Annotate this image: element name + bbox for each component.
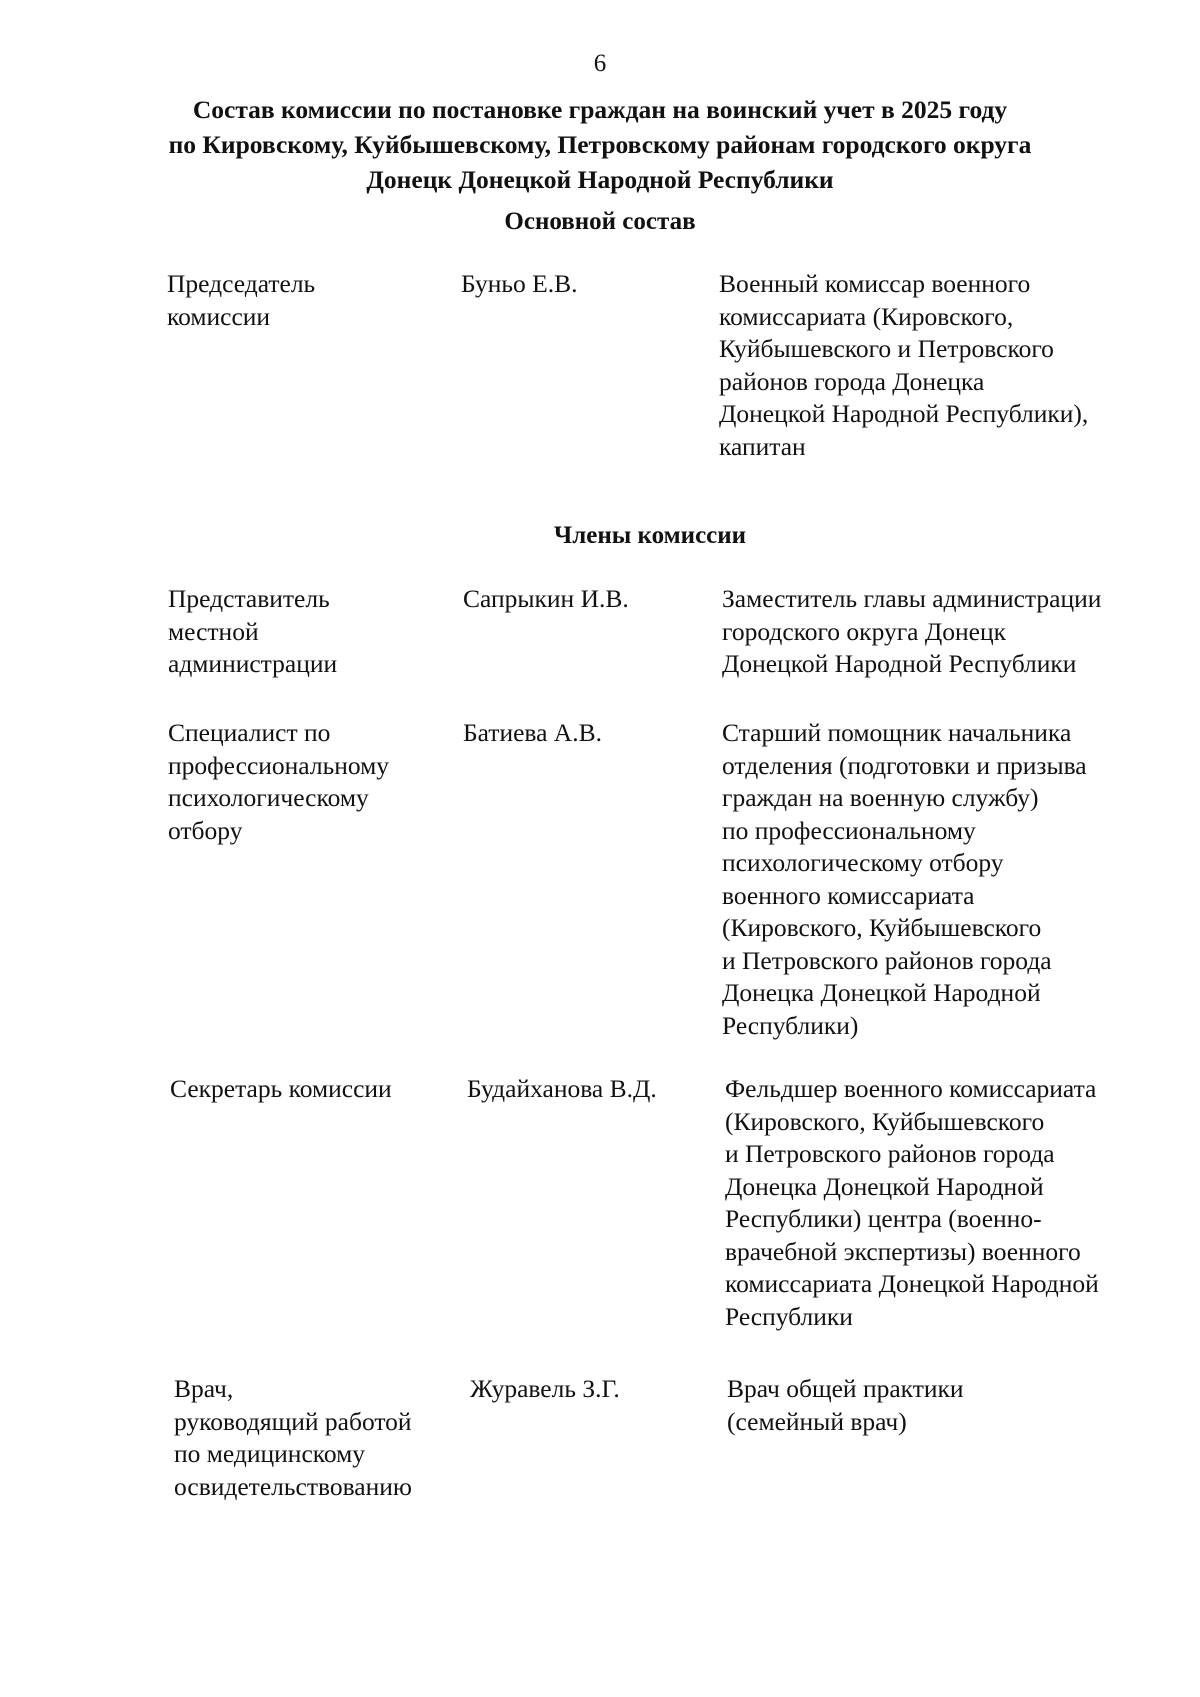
- entry-position: Военный комиссар военного комиссариата (Кировского, Куйбышевского и Петровского районов города Донецка Донецкой Народной Республики), капитан: [719, 269, 1089, 461]
- title-line: Состав комиссии по постановке граждан на воинский учет в 2025 году: [192, 95, 1008, 124]
- entry-name: Будайханова В.Д.: [467, 1074, 657, 1103]
- entry-position: Фельдшер военного комиссариата (Кировского, Куйбышевского и Петровского районов города Донецка Донецкой Народной Республики) центра (военно- врачебной экспертизы) военного комиссариата Донецкой Народной Республики: [725, 1074, 1099, 1331]
- entry-position: Заместитель главы администрации городского округа Донецк Донецкой Народной Республики: [722, 584, 1102, 678]
- main-section-heading: Основной состав: [504, 208, 696, 235]
- title-line: по Кировскому, Куйбышевскому, Петровскому районам городского округа: [168, 130, 1032, 159]
- entry-role: Представитель местной администрации: [168, 584, 338, 678]
- entry-name: Батиева А.В.: [463, 718, 602, 747]
- entry-role: Врач, руководящий работой по медицинскому освидетельствованию: [174, 1374, 412, 1501]
- entry-name: Буньо Е.В.: [461, 269, 578, 298]
- document-title: [130, 92, 1070, 197]
- entry-position: Врач общей практики (семейный врач): [727, 1374, 964, 1436]
- entry-position: Старший помощник начальника отделения (подготовки и призыва граждан на военную службу) по профессиональному психологическому отбору военного комиссариата (Кировского, Куйбышевского и Петровского районов города Донецка Донецкой Народной Республики): [722, 718, 1087, 1040]
- entry-role: Председатель комиссии: [167, 269, 316, 331]
- title-line: Донецк Донецкой Народной Республики: [366, 165, 834, 194]
- members-section-heading: Члены комиссии: [553, 522, 747, 549]
- page-number: 6: [593, 50, 607, 77]
- entry-name: Сапрыкин И.В.: [463, 584, 629, 613]
- entry-role: Секретарь комиссии: [170, 1074, 392, 1103]
- entry-name: Журавель З.Г.: [470, 1374, 620, 1403]
- entry-role: Специалист по профессиональному психологическому отбору: [168, 718, 389, 845]
